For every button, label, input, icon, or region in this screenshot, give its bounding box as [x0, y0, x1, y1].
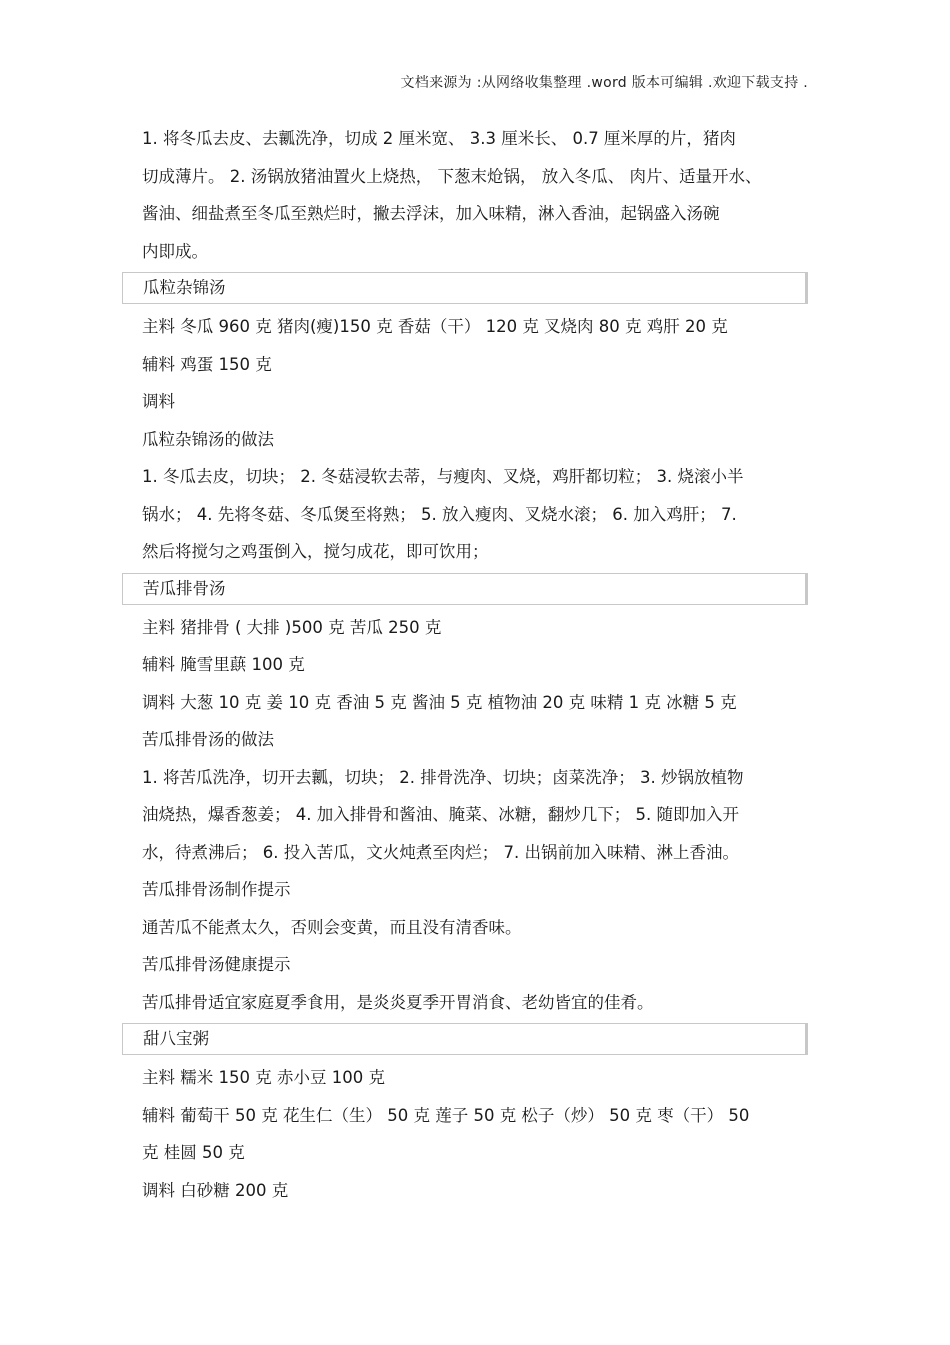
text-line: 然后将搅匀之鸡蛋倒入，搅匀成花，即可饮用； — [142, 542, 489, 561]
text-line: 辅料 鸡蛋 150 克 — [142, 354, 272, 374]
recipe-section — [142, 1023, 810, 1209]
text-line: 油烧热，爆香葱姜； 4. 加入排骨和酱油、腌菜、冰糖，翻炒几下； 5. 随即加入开 — [142, 805, 739, 824]
text-line: 调料 白砂糖 200 克 — [142, 1180, 289, 1200]
intro-block — [142, 120, 810, 270]
text-line: 瓜粒杂锦汤的做法 — [142, 429, 274, 449]
text-line: 苦瓜排骨汤制作提示 — [142, 880, 291, 899]
text-line: 主料 猪排骨 ( 大排 )500 克 苦瓜 250 克 — [142, 617, 442, 637]
text-line: 1. 冬瓜去皮，切块； 2. 冬菇浸软去蒂，与瘦肉、叉烧，鸡肝都切粒； 3. 烧滚小半 — [142, 467, 744, 486]
section-title: 苦瓜排骨汤 — [122, 573, 808, 605]
text-line: 辅料 腌雪里蕻 100 克 — [142, 655, 305, 674]
page-header: 文档来源为 :从网络收集整理 .word 版本可编辑 .欢迎下载支持 . — [400, 75, 808, 91]
text-line: 苦瓜排骨适宜家庭夏季食用，是炎炎夏季开胃消食、老幼皆宜的佳肴。 — [142, 992, 654, 1012]
text-line: 1. 将苦瓜洗净，切开去瓤，切块； 2. 排骨洗净、切块；卤菜洗净； 3. 炒锅放植物 — [142, 767, 744, 787]
document-body — [142, 120, 810, 1209]
text-line: 苦瓜排骨汤健康提示 — [142, 955, 291, 974]
recipe-section — [142, 272, 810, 571]
recipe-section — [142, 573, 810, 1022]
text-line: 苦瓜排骨汤的做法 — [142, 730, 274, 749]
section-title: 瓜粒杂锦汤 — [122, 272, 808, 304]
text-line: 水，待煮沸后； 6. 投入苦瓜，文火炖煮至肉烂； 7. 出锅前加入味精、淋上香油。 — [142, 842, 739, 862]
text-line: 主料 冬瓜 960 克 猪肉(瘦)150 克 香菇（干） 120 克 叉烧肉 80 克 鸡肝 20 克 — [142, 317, 728, 336]
text-line: 锅水； 4. 先将冬菇、冬瓜煲至将熟； 5. 放入瘦肉、叉烧水滚； 6. 加入鸡肝； 7. — [142, 504, 737, 524]
text-line: 酱油、细盐煮至冬瓜至熟烂时，撇去浮沫，加入味精，淋入香油，起锅盛入汤碗 — [142, 204, 720, 223]
text-line: 调料 大葱 10 克 姜 10 克 香油 5 克 酱油 5 克 植物油 20 克 味精 1 克 冰糖 5 克 — [142, 692, 737, 712]
text-line: 内即成。 — [142, 241, 208, 261]
text-line: 通苦瓜不能煮太久，否则会变黄，而且没有清香味。 — [142, 917, 522, 937]
text-line: 切成薄片。 2. 汤锅放猪油置火上烧热， 下葱末炝锅， 放入冬瓜、 肉片、适量开水、 — [142, 166, 762, 186]
text-line: 调料 — [142, 392, 175, 411]
text-line: 主料 糯米 150 克 赤小豆 100 克 — [142, 1068, 385, 1087]
text-line: 克 桂圆 50 克 — [142, 1143, 245, 1162]
text-line: 辅料 葡萄干 50 克 花生仁（生） 50 克 莲子 50 克 松子（炒） 50 克 枣（干） 50 — [142, 1105, 750, 1125]
text-line: 1. 将冬瓜去皮、去瓤洗净，切成 2 厘米宽、 3.3 厘米长、 0.7 厘米厚的片，猪肉 — [142, 129, 736, 148]
section-title: 甜八宝粥 — [122, 1023, 808, 1055]
